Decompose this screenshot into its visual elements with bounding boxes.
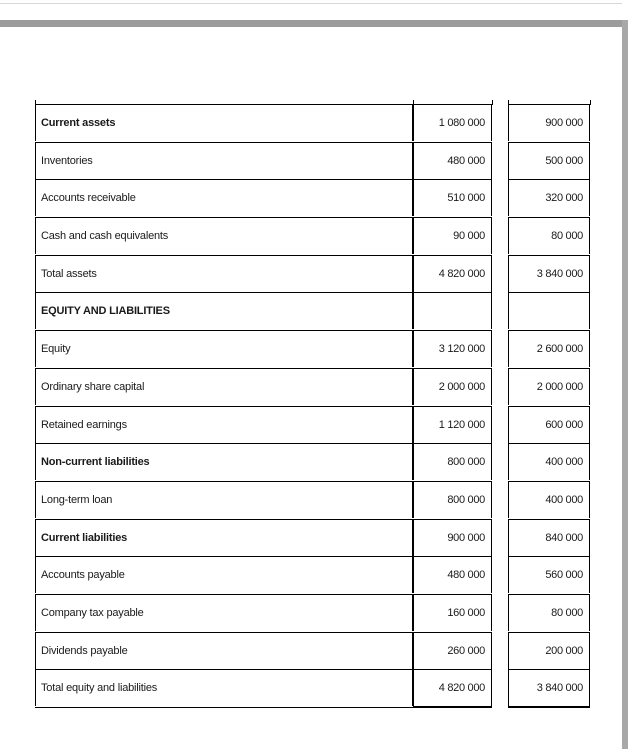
prior-year-value: 400 000: [508, 481, 590, 518]
current-year-value: 900 000: [413, 519, 492, 556]
row-label: Total assets: [35, 255, 413, 292]
statement-row: [35, 100, 591, 138]
current-year-value: 510 000: [413, 179, 492, 216]
current-year-value: 4 820 000: [413, 255, 492, 292]
row-label: EQUITY AND LIABILITIES: [35, 292, 413, 329]
prior-year-value: 320 000: [508, 179, 590, 216]
statement-row: [35, 326, 591, 364]
row-label: Inventories: [35, 142, 413, 179]
balance-sheet-table: [35, 100, 591, 703]
prior-year-value: 400 000: [508, 443, 590, 480]
column-double-underline: [508, 706, 590, 708]
row-label: Equity: [35, 330, 413, 367]
prior-year-value: 80 000: [508, 217, 590, 254]
prior-year-value: 900 000: [508, 104, 590, 141]
row-label: Cash and cash equivalents: [35, 217, 413, 254]
row-label: Total equity and liabilities: [35, 669, 413, 706]
current-year-value: 2 000 000: [413, 368, 492, 405]
table-bottom-rule: [35, 707, 413, 708]
current-year-value: 1 120 000: [413, 406, 492, 443]
statement-row: [35, 477, 591, 515]
current-year-value: 800 000: [413, 481, 492, 518]
row-label: Retained earnings: [35, 406, 413, 443]
statement-row: [35, 213, 591, 251]
row-label: Company tax payable: [35, 594, 413, 631]
prior-year-value: 2 600 000: [508, 330, 590, 367]
current-year-value: [413, 292, 492, 329]
row-label: Long-term loan: [35, 481, 413, 518]
prior-year-value: 2 000 000: [508, 368, 590, 405]
row-label: Current liabilities: [35, 519, 413, 556]
current-year-value: 160 000: [413, 594, 492, 631]
prior-year-value: 200 000: [508, 632, 590, 669]
statement-row: [35, 590, 591, 628]
current-year-value: 480 000: [413, 142, 492, 179]
prior-year-value: 3 840 000: [508, 669, 590, 706]
current-year-value: 260 000: [413, 632, 492, 669]
current-year-value: 480 000: [413, 556, 492, 593]
statement-row: [35, 628, 591, 666]
statement-row: [35, 515, 591, 553]
column-double-underline: [413, 706, 492, 708]
statement-row: [35, 288, 591, 326]
statement-row: [35, 665, 591, 703]
prior-year-value: 840 000: [508, 519, 590, 556]
row-label: Accounts payable: [35, 556, 413, 593]
table-edge-stub: [35, 100, 36, 105]
row-label: Dividends payable: [35, 632, 413, 669]
prior-year-value: [508, 292, 590, 329]
table-edge-stub: [413, 100, 414, 105]
row-label: Accounts receivable: [35, 179, 413, 216]
statement-row: [35, 138, 591, 176]
prior-year-value: 500 000: [508, 142, 590, 179]
document-right-border: [622, 20, 628, 749]
prior-year-value: 600 000: [508, 406, 590, 443]
prior-year-value: 560 000: [508, 556, 590, 593]
table-edge-stub: [508, 100, 509, 105]
document-top-border: [0, 20, 622, 27]
statement-row: [35, 251, 591, 289]
row-label: Non-current liabilities: [35, 443, 413, 480]
table-edge-stub: [590, 100, 591, 105]
statement-row: [35, 364, 591, 402]
current-year-value: 800 000: [413, 443, 492, 480]
current-year-value: 90 000: [413, 217, 492, 254]
current-year-value: 4 820 000: [413, 669, 492, 706]
statement-row: [35, 402, 591, 440]
current-year-value: 3 120 000: [413, 330, 492, 367]
window-top-line: [0, 3, 622, 4]
prior-year-value: 3 840 000: [508, 255, 590, 292]
statement-row: [35, 552, 591, 590]
statement-row: [35, 439, 591, 477]
row-label: Ordinary share capital: [35, 368, 413, 405]
statement-row: [35, 175, 591, 213]
prior-year-value: 80 000: [508, 594, 590, 631]
table-edge-stub: [492, 100, 493, 105]
row-label: Current assets: [35, 104, 413, 141]
current-year-value: 1 080 000: [413, 104, 492, 141]
